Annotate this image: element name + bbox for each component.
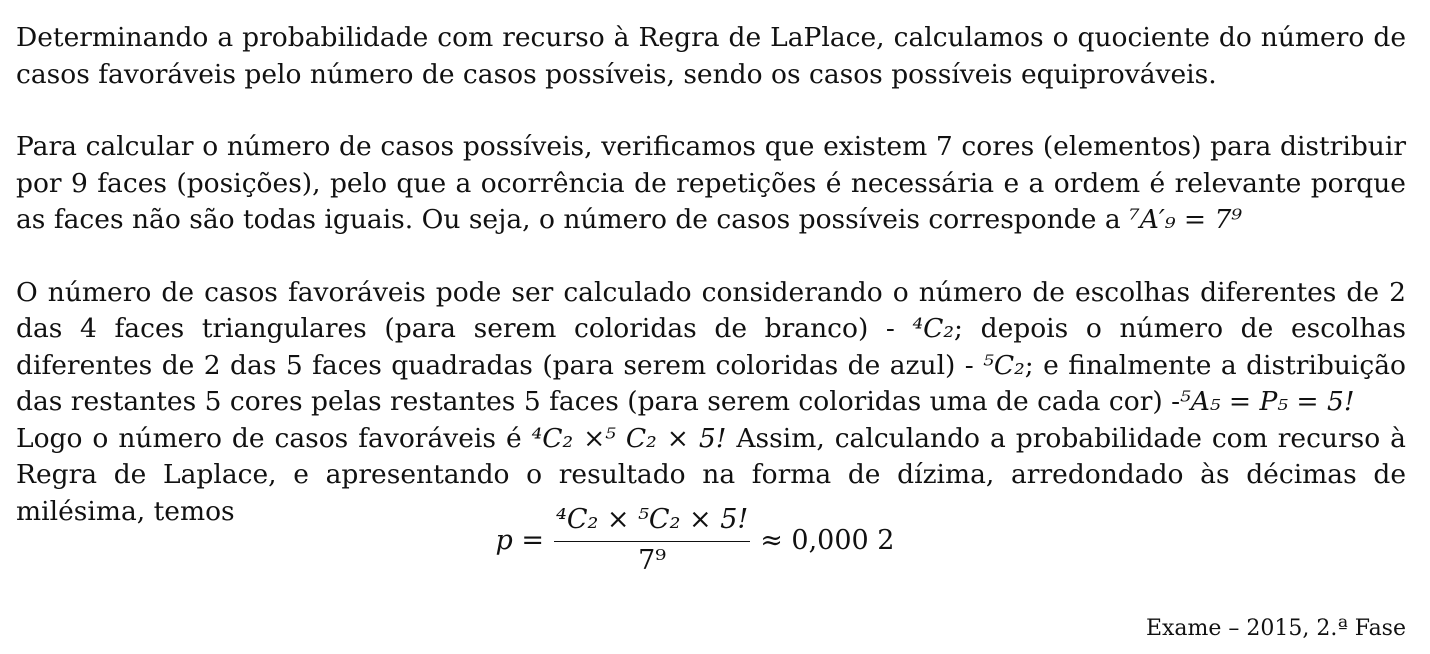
math-blue-choices: ⁵C₂ — [983, 349, 1025, 381]
paragraph-3c-text: ; e finalmente a distribuição das restantes 5 cores pelas restantes 5 faces (para serem coloridas uma de cada cor) - — [16, 349, 1407, 417]
paragraph-4b-text: Assim, calculando a probabilidade com recurso à Regra de Laplace, e apresentando o resultado na forma de dízima, arredondado às décimas de milésima, temos — [16, 422, 1406, 527]
formula-fraction — [554, 503, 750, 578]
paragraph-2-text: Para calcular o número de casos possíveis, verificamos que existem 7 cores (elementos) para distribuir por 9 faces (posições), pelo que a ocorrência de repetições é necessária e a ordem é relevante porque as faces não são todas iguais. Ou seja, o número de casos possíveis corresponde a — [16, 131, 1406, 235]
math-white-choices: ⁴C₂ — [912, 313, 955, 344]
paragraph-3a-text: O número de casos favoráveis pode ser calculado considerando o número de escolhas diferentes de 2 das 4 faces triangulares (para serem coloridas de branco) - — [16, 276, 1406, 344]
math-remaining: ⁵A₅ = P₅ = 5! — [1180, 386, 1355, 417]
exam-source: Exame – 2015, 2.ª Fase — [1145, 616, 1406, 641]
math-possible-cases: ⁷A′₉ = 7⁹ — [1129, 204, 1243, 235]
paragraph-3b-text: ; depois o número de escolhas diferentes de 2 das 5 faces quadradas (para serem coloridas de azul) - — [16, 313, 1406, 381]
formula-lhs: p = — [495, 525, 544, 556]
math-favorable: ⁴C₂ ×⁵ C₂ × 5! — [531, 422, 727, 454]
paragraph-possible-cases — [16, 129, 1406, 239]
paragraph-favorable-cases — [16, 275, 1406, 421]
probability-formula — [0, 503, 1390, 578]
formula-denominator: 7⁹ — [638, 545, 667, 576]
paragraph-1-text: Determinando a probabilidade com recurso à Regra de LaPlace, calculamos o quociente do número de casos favoráveis pelo número de casos possíveis, sendo os casos possíveis equiprováveis. — [16, 22, 1406, 90]
paragraph-laplace-intro — [16, 20, 1406, 93]
formula-numerator: ⁴C₂ × ⁵C₂ × 5! — [554, 503, 750, 542]
document-body — [16, 20, 1406, 530]
formula-result: ≈ 0,000 2 — [760, 525, 895, 556]
paragraph-4a-text: Logo o número de casos favoráveis é — [16, 422, 522, 454]
